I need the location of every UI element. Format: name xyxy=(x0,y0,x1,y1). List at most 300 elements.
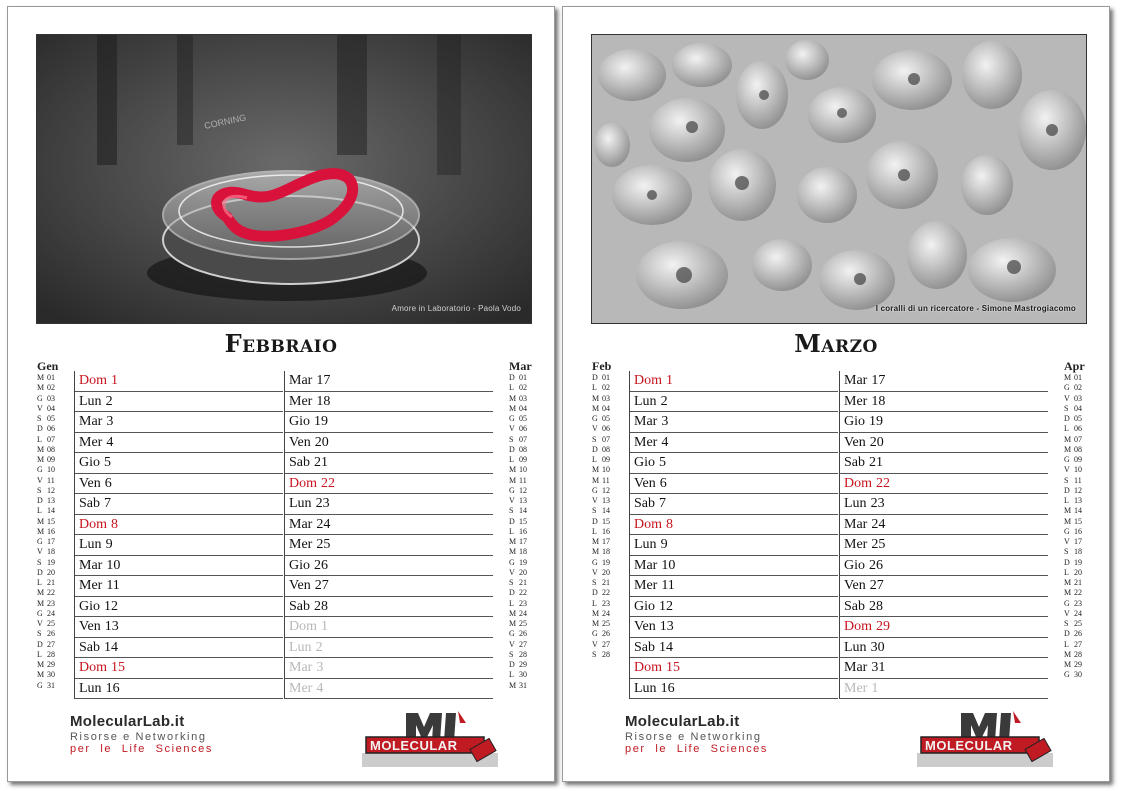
weekday-label: Ven xyxy=(844,434,866,450)
mini-weekday-letter: V xyxy=(592,639,598,649)
mini-day-row xyxy=(1064,558,1100,568)
weekday-label: Dom xyxy=(289,475,317,491)
mini-day-row xyxy=(37,599,73,609)
next-month-mini-calendar xyxy=(509,359,545,691)
mini-weekday-letter: V xyxy=(592,496,598,505)
day-row xyxy=(630,597,838,618)
mini-weekday-letter: S xyxy=(1064,475,1069,485)
mini-weekday-letter: L xyxy=(1064,424,1069,434)
day-number: 22 xyxy=(876,475,890,491)
mini-day-row xyxy=(1064,568,1100,578)
mini-weekday-letter: L xyxy=(509,526,514,536)
mini-weekday-letter: D xyxy=(37,496,43,505)
mini-day-number: 26 xyxy=(519,629,527,639)
weekday-label: Lun xyxy=(79,680,102,696)
mini-weekday-letter: V xyxy=(37,547,43,557)
day-row xyxy=(630,576,838,597)
molecularlab-logo-icon xyxy=(917,709,1053,771)
day-row xyxy=(840,392,1048,413)
day-number: 19 xyxy=(314,414,328,429)
mini-weekday-letter: G xyxy=(1064,526,1070,536)
mini-day-number: 30 xyxy=(47,670,55,680)
day-row xyxy=(75,535,283,556)
mini-day-row xyxy=(592,527,628,537)
mini-day-row xyxy=(592,568,628,578)
month-title: Febbraio xyxy=(224,329,338,358)
mini-weekday-letter: M xyxy=(509,475,517,485)
mini-day-number: 14 xyxy=(602,506,610,516)
mini-day-row xyxy=(509,435,545,445)
weekday-label: Ven xyxy=(289,578,311,593)
weekday-label: Lun xyxy=(634,680,657,696)
mini-day-row xyxy=(1064,506,1100,516)
mini-day-row xyxy=(509,455,545,465)
mini-weekday-letter: M xyxy=(592,465,600,475)
mini-weekday-letter: L xyxy=(592,455,597,464)
mini-day-number: 18 xyxy=(519,547,527,557)
mini-day-row xyxy=(509,640,545,650)
mini-weekday-letter: D xyxy=(1064,557,1070,567)
day-number: 15 xyxy=(666,660,680,675)
day-row xyxy=(630,474,838,495)
mini-weekday-letter: M xyxy=(592,475,600,485)
mini-weekday-letter: G xyxy=(592,414,598,423)
calendar-page-february xyxy=(7,6,555,782)
weekday-label: Dom xyxy=(634,516,662,532)
day-number: 24 xyxy=(871,516,886,532)
mini-day-number: 31 xyxy=(519,680,527,690)
weekday-label: Dom xyxy=(289,619,317,634)
day-row xyxy=(75,658,283,679)
weekday-label: Dom xyxy=(844,619,872,634)
day-number: 6 xyxy=(104,475,112,491)
weekday-label: Dom xyxy=(634,373,662,388)
day-number: 7 xyxy=(104,496,111,511)
weekday-label: Sab xyxy=(289,598,310,614)
mini-day-row xyxy=(509,496,545,506)
weekday-label: Dom xyxy=(79,373,107,388)
mini-day-number: 26 xyxy=(602,629,610,639)
mini-day-number: 30 xyxy=(519,670,527,680)
mini-weekday-letter: G xyxy=(37,393,43,403)
mini-day-row xyxy=(37,414,73,424)
day-row xyxy=(840,556,1048,577)
mini-weekday-letter: M xyxy=(592,393,600,403)
day-row xyxy=(75,474,283,495)
mini-weekday-letter: M xyxy=(592,403,600,413)
weekday-label: Mer xyxy=(844,393,868,409)
day-row xyxy=(840,658,1048,679)
weekday-label: Lun xyxy=(634,393,657,409)
mini-weekday-letter: D xyxy=(592,444,598,454)
weekday-label: Ven xyxy=(289,434,311,450)
month-photo xyxy=(36,34,532,324)
weekday-label: Mar xyxy=(844,373,868,388)
mini-day-row xyxy=(37,394,73,404)
weekday-label: Ven xyxy=(79,475,101,491)
day-number: 1 xyxy=(111,373,118,388)
mini-day-number: 09 xyxy=(1074,455,1082,464)
mini-weekday-letter: M xyxy=(37,598,45,608)
brand-tagline-2: per le Life Sciences xyxy=(70,743,213,755)
day-number: 12 xyxy=(659,598,673,614)
mini-day-row xyxy=(509,404,545,414)
mini-weekday-letter: V xyxy=(1064,465,1070,475)
mini-weekday-letter: V xyxy=(509,639,515,649)
mini-day-number: 18 xyxy=(47,547,55,557)
mini-day-row xyxy=(1064,629,1100,639)
mini-weekday-letter: V xyxy=(1064,393,1070,403)
mini-day-number: 17 xyxy=(602,537,610,546)
day-row xyxy=(840,679,1048,700)
mini-day-number: 25 xyxy=(519,619,527,628)
day-number: 31 xyxy=(871,660,886,675)
weekday-label: Gio xyxy=(289,414,310,429)
weekday-label: Mer xyxy=(634,434,658,450)
mini-weekday-letter: M xyxy=(592,537,600,546)
mini-weekday-letter: M xyxy=(1064,588,1072,598)
day-number: 2 xyxy=(105,393,113,409)
mini-weekday-letter: L xyxy=(592,526,597,536)
mini-day-number: 26 xyxy=(47,629,55,639)
day-number: 1 xyxy=(321,619,328,634)
photo-credit: Amore in Laboratorio - Paola Vodo xyxy=(391,304,521,313)
day-number: 14 xyxy=(659,639,673,655)
mini-weekday-letter: V xyxy=(592,424,598,434)
mini-day-number: 01 xyxy=(1074,373,1082,382)
day-number: 19 xyxy=(869,414,883,429)
mini-day-number: 25 xyxy=(47,619,55,628)
mini-day-number: 12 xyxy=(1074,485,1082,495)
mini-weekday-letter: D xyxy=(37,639,43,649)
previous-month-mini-calendar xyxy=(592,359,628,660)
mini-weekday-letter: M xyxy=(37,455,45,464)
mini-day-row xyxy=(509,629,545,639)
day-number: 26 xyxy=(869,557,883,573)
mini-day-number: 15 xyxy=(47,516,55,526)
mini-day-number: 03 xyxy=(1074,393,1082,403)
mini-day-number: 25 xyxy=(1074,619,1082,628)
mini-weekday-letter: L xyxy=(37,506,42,516)
mini-day-number: 19 xyxy=(47,557,55,567)
mini-day-number: 16 xyxy=(1074,526,1082,536)
mini-day-row xyxy=(509,486,545,496)
mini-weekday-letter: V xyxy=(592,567,598,577)
day-number: 23 xyxy=(870,496,885,511)
mini-weekday-letter: M xyxy=(1064,649,1072,659)
mini-day-number: 20 xyxy=(47,567,55,577)
mini-weekday-letter: M xyxy=(1064,444,1072,454)
mini-day-row xyxy=(509,660,545,670)
mini-day-row xyxy=(509,578,545,588)
mini-day-row xyxy=(509,383,545,393)
day-row xyxy=(840,597,1048,618)
mini-weekday-letter: L xyxy=(509,455,514,464)
day-number: 13 xyxy=(104,619,119,634)
weekday-label: Mer xyxy=(844,537,868,552)
mini-day-row xyxy=(37,506,73,516)
day-number: 2 xyxy=(660,393,668,409)
mini-day-row xyxy=(1064,640,1100,650)
day-row xyxy=(285,535,493,556)
mini-weekday-letter: G xyxy=(592,557,598,567)
day-number: 9 xyxy=(105,537,113,552)
day-number: 8 xyxy=(666,516,673,532)
weekday-label: Sab xyxy=(634,496,655,511)
mini-weekday-letter: D xyxy=(37,567,43,577)
previous-month-mini-calendar xyxy=(37,359,73,691)
mini-weekday-letter: M xyxy=(509,465,517,475)
day-row xyxy=(630,617,838,638)
brand-name: MolecularLab.it xyxy=(70,713,185,730)
mini-weekday-letter: D xyxy=(509,660,515,669)
mini-day-row xyxy=(509,568,545,578)
mini-day-row xyxy=(592,445,628,455)
mini-day-row xyxy=(1064,588,1100,598)
mini-day-number: 04 xyxy=(47,403,55,413)
mini-day-row xyxy=(37,404,73,414)
month-photo xyxy=(591,34,1087,324)
mini-day-row xyxy=(1064,414,1100,424)
mini-day-row xyxy=(592,517,628,527)
mini-weekday-letter: M xyxy=(1064,578,1072,587)
calendar-page-march xyxy=(562,6,1110,782)
mini-day-number: 16 xyxy=(47,526,55,536)
mini-weekday-letter: G xyxy=(509,557,515,567)
mini-day-row xyxy=(509,414,545,424)
mini-day-row xyxy=(1064,373,1100,383)
mini-day-row xyxy=(37,383,73,393)
mini-day-row xyxy=(509,537,545,547)
day-row xyxy=(630,638,838,659)
mini-day-row xyxy=(509,394,545,404)
mini-weekday-letter: D xyxy=(1064,485,1070,495)
day-number: 29 xyxy=(876,619,890,634)
day-row xyxy=(285,453,493,474)
mini-day-row xyxy=(509,650,545,660)
day-number: 7 xyxy=(659,496,666,511)
day-row xyxy=(285,597,493,618)
mini-day-number: 06 xyxy=(519,424,527,434)
mini-weekday-letter: S xyxy=(592,578,597,587)
mini-day-number: 19 xyxy=(519,557,527,567)
weekday-label: Mer xyxy=(289,393,313,409)
svg-text:MOLECULAR: MOLECULAR xyxy=(925,738,1013,753)
day-row xyxy=(285,679,493,700)
weekday-label: Lun xyxy=(844,496,867,511)
mini-day-number: 05 xyxy=(47,414,55,423)
mini-day-row xyxy=(509,681,545,691)
weekday-label: Lun xyxy=(634,537,657,552)
mini-day-number: 25 xyxy=(602,619,610,628)
mini-weekday-letter: M xyxy=(37,660,45,669)
mini-weekday-letter: V xyxy=(509,496,515,505)
day-row xyxy=(75,679,283,700)
brand-tagline-1: Risorse e Networking xyxy=(625,731,762,743)
weekday-label: Mer xyxy=(79,434,103,450)
mini-weekday-letter: S xyxy=(592,434,597,444)
day-number: 20 xyxy=(314,434,329,450)
svg-text:CORNING: CORNING xyxy=(203,112,247,131)
mini-day-number: 22 xyxy=(1074,588,1082,598)
mini-weekday-letter: S xyxy=(1064,619,1069,628)
mini-day-row xyxy=(592,414,628,424)
mini-month-label: Gen xyxy=(37,359,59,373)
mini-day-row xyxy=(509,465,545,475)
weekday-label: Mar xyxy=(79,414,103,429)
mini-weekday-letter: M xyxy=(1064,373,1072,382)
weekday-label: Sab xyxy=(79,639,100,655)
mini-day-number: 15 xyxy=(1074,516,1082,526)
mini-day-row xyxy=(592,558,628,568)
mini-day-number: 14 xyxy=(519,506,527,516)
mini-day-row xyxy=(592,496,628,506)
weekday-label: Gio xyxy=(844,557,865,573)
day-row xyxy=(840,535,1048,556)
mini-day-number: 21 xyxy=(519,578,527,587)
mini-day-number: 03 xyxy=(47,393,55,403)
day-number: 13 xyxy=(659,619,674,634)
days-column-1 xyxy=(74,371,283,699)
mini-day-number: 01 xyxy=(602,373,610,382)
mini-month-label: Feb xyxy=(592,359,612,373)
day-row xyxy=(630,515,838,536)
petri-dish-heart-image xyxy=(37,35,531,323)
day-number: 5 xyxy=(104,455,111,470)
mini-weekday-letter: S xyxy=(37,629,42,639)
mini-weekday-letter: D xyxy=(509,373,515,382)
day-row xyxy=(285,638,493,659)
mini-weekday-letter: V xyxy=(509,567,515,577)
mini-day-number: 06 xyxy=(47,424,55,434)
mini-day-number: 07 xyxy=(47,434,55,444)
day-row xyxy=(630,392,838,413)
mini-day-row xyxy=(592,629,628,639)
day-row xyxy=(840,638,1048,659)
mini-day-number: 01 xyxy=(519,373,527,382)
mini-day-row xyxy=(37,547,73,557)
mini-day-number: 23 xyxy=(47,598,55,608)
day-row xyxy=(840,433,1048,454)
mini-day-row xyxy=(592,394,628,404)
mini-day-row xyxy=(1064,527,1100,537)
mini-day-row xyxy=(509,424,545,434)
weekday-label: Ven xyxy=(844,578,866,593)
mini-weekday-letter: M xyxy=(592,608,600,618)
day-row xyxy=(630,494,838,515)
mini-day-row xyxy=(509,619,545,629)
mini-weekday-letter: D xyxy=(1064,629,1070,639)
mini-day-row xyxy=(592,476,628,486)
mini-day-number: 04 xyxy=(519,403,527,413)
mini-weekday-letter: G xyxy=(592,485,598,495)
day-number: 26 xyxy=(314,557,328,573)
mini-day-number: 22 xyxy=(47,588,55,598)
weekday-label: Ven xyxy=(634,475,656,491)
mini-day-number: 23 xyxy=(602,598,610,608)
mini-weekday-letter: M xyxy=(37,670,45,680)
mini-day-row xyxy=(1064,578,1100,588)
day-row xyxy=(75,392,283,413)
mini-day-number: 08 xyxy=(1074,444,1082,454)
day-row xyxy=(840,494,1048,515)
mini-day-number: 04 xyxy=(1074,403,1082,413)
molecularlab-logo-icon xyxy=(362,709,498,771)
mini-day-number: 11 xyxy=(1074,475,1082,485)
mini-day-row xyxy=(1064,599,1100,609)
mini-weekday-letter: D xyxy=(509,588,515,598)
mini-weekday-letter: S xyxy=(509,578,514,587)
mini-day-number: 12 xyxy=(602,485,610,495)
mini-day-number: 02 xyxy=(1074,383,1082,393)
day-number: 24 xyxy=(316,516,331,532)
day-row xyxy=(285,494,493,515)
mini-day-number: 31 xyxy=(47,680,55,690)
mini-day-row xyxy=(1064,660,1100,670)
day-row xyxy=(840,412,1048,433)
mini-day-row xyxy=(37,558,73,568)
day-number: 22 xyxy=(321,475,335,491)
mini-weekday-letter: M xyxy=(37,383,45,393)
mini-day-number: 05 xyxy=(1074,414,1082,423)
mini-day-number: 14 xyxy=(47,506,55,516)
mini-weekday-letter: V xyxy=(37,619,43,628)
mini-day-number: 29 xyxy=(1074,660,1082,669)
days-column-2 xyxy=(284,371,493,699)
weekday-label: Mar xyxy=(289,660,313,675)
mini-weekday-letter: L xyxy=(1064,639,1069,649)
mini-day-number: 11 xyxy=(602,475,610,485)
mini-weekday-letter: L xyxy=(37,649,42,659)
mini-weekday-letter: V xyxy=(509,424,515,434)
mini-weekday-letter: S xyxy=(1064,403,1069,413)
mini-day-number: 10 xyxy=(47,465,55,475)
next-month-mini-calendar xyxy=(1064,359,1100,681)
day-number: 2 xyxy=(315,639,323,655)
day-number: 8 xyxy=(111,516,118,532)
mini-day-number: 09 xyxy=(602,455,610,464)
mini-day-row xyxy=(37,424,73,434)
mini-day-number: 05 xyxy=(519,414,527,423)
day-row xyxy=(840,617,1048,638)
mini-day-number: 27 xyxy=(602,639,610,649)
mini-weekday-letter: M xyxy=(37,526,45,536)
mini-weekday-letter: M xyxy=(509,547,517,557)
mini-day-number: 27 xyxy=(519,639,527,649)
day-number: 5 xyxy=(659,455,666,470)
brand-block xyxy=(70,713,213,755)
day-number: 17 xyxy=(871,373,886,388)
mini-day-row xyxy=(509,670,545,680)
mini-day-number: 17 xyxy=(47,537,55,546)
mini-weekday-letter: G xyxy=(509,629,515,639)
weekday-label: Mer xyxy=(289,537,313,552)
day-row xyxy=(630,433,838,454)
day-number: 25 xyxy=(316,537,331,552)
day-number: 28 xyxy=(314,598,328,614)
mini-month-label: Mar xyxy=(509,359,532,373)
mini-weekday-letter: M xyxy=(37,588,45,598)
mini-day-row xyxy=(1064,465,1100,475)
mini-day-number: 22 xyxy=(519,588,527,598)
day-number: 15 xyxy=(111,660,125,675)
mini-day-number: 17 xyxy=(1074,537,1082,546)
mini-day-number: 24 xyxy=(602,608,610,618)
mini-day-number: 24 xyxy=(1074,608,1082,618)
mini-day-row xyxy=(37,517,73,527)
mini-day-row xyxy=(509,445,545,455)
day-number: 18 xyxy=(316,393,331,409)
